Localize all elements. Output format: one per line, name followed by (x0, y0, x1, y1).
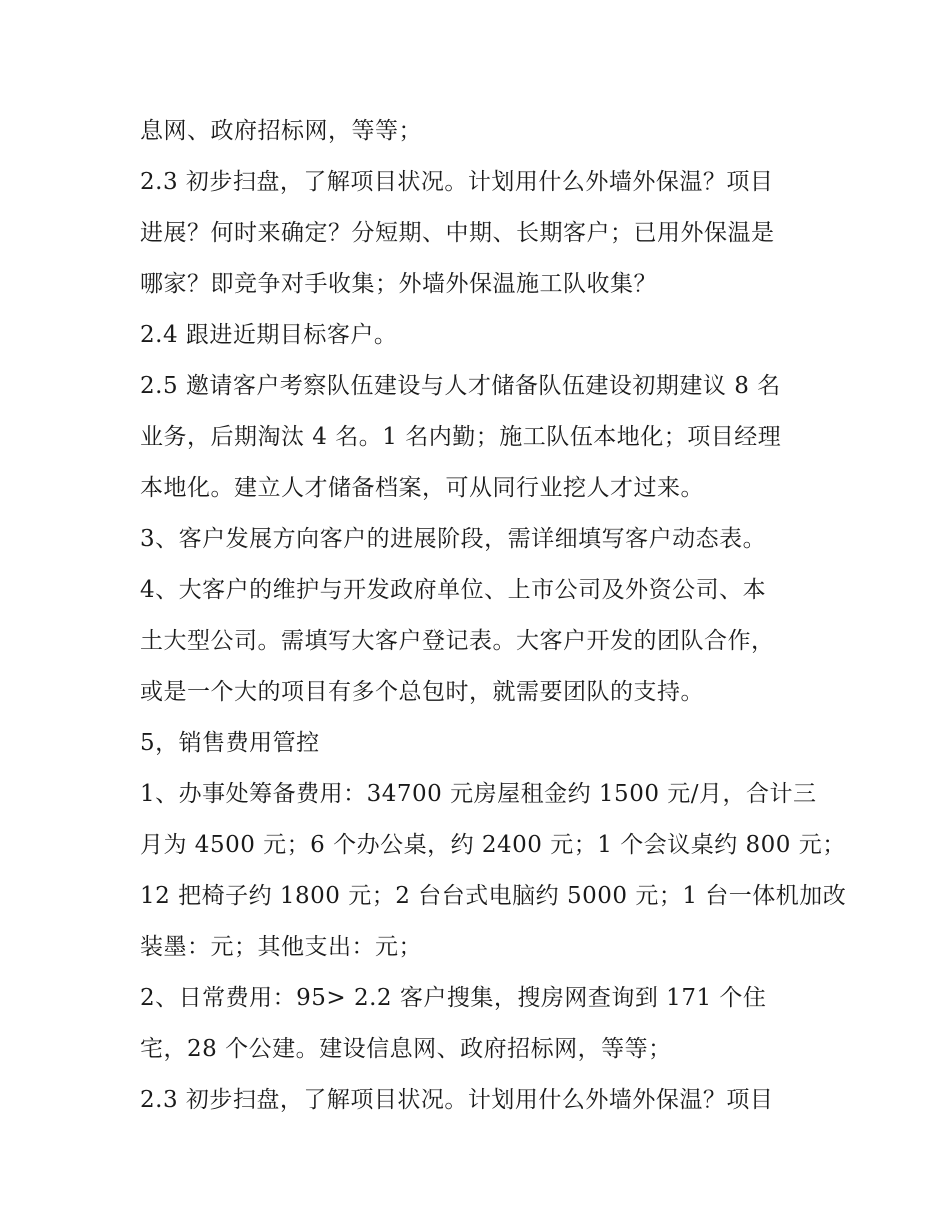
text-line-2: 2.3 初步扫盘，了解项目状况。计划用什么外墙外保温？项目 (140, 169, 774, 195)
text-line-3: 进展？何时来确定？分短期、中期、长期客户；已用外保温是 (140, 220, 775, 246)
text-line-15: 月为 4500 元；6 个办公桌，约 2400 元；1 个会议桌约 800 元； (140, 832, 846, 858)
text-line-18: 2、日常费用：95> 2.2 客户搜集，搜房网查询到 171 个住 (140, 985, 767, 1011)
text-line-20: 2.3 初步扫盘，了解项目状况。计划用什么外墙外保温？项目 (140, 1087, 774, 1113)
text-line-19: 宅，28 个公建。建设信息网、政府招标网，等等； (140, 1036, 672, 1062)
text-line-10: 4、大客户的维护与开发政府单位、上市公司及外资公司、本 (140, 577, 767, 603)
text-line-14: 1、办事处筹备费用：34700 元房屋租金约 1500 元/月，合计三 (140, 781, 817, 807)
text-line-1: 息网、政府招标网，等等； (140, 118, 422, 144)
text-line-17: 装墨：元；其他支出：元； (140, 934, 422, 960)
text-line-4: 哪家？即竞争对手收集；外墙外保温施工队收集？ (140, 271, 657, 297)
text-line-16: 12 把椅子约 1800 元；2 台台式电脑约 5000 元；1 台一体机加改 (140, 883, 847, 909)
text-line-5: 2.4 跟进近期目标客户。 (140, 322, 398, 348)
text-line-7: 业务，后期淘汰 4 名。1 名内勤；施工队伍本地化；项目经理 (140, 424, 782, 450)
document-body (140, 106, 847, 1126)
text-line-12: 或是一个大的项目有多个总包时，就需要团队的支持。 (140, 679, 704, 705)
text-line-11: 土大型公司。需填写大客户登记表。大客户开发的团队合作， (140, 628, 775, 654)
text-line-8: 本地化。建立人才储备档案，可从同行业挖人才过来。 (140, 475, 704, 501)
text-line-13: 5，销售费用管控 (140, 730, 320, 756)
text-line-6: 2.5 邀请客户考察队伍建设与人才储备队伍建设初期建议 8 名 (140, 373, 781, 399)
text-line-9: 3、客户发展方向客户的进展阶段，需详细填写客户动态表。 (140, 526, 767, 552)
